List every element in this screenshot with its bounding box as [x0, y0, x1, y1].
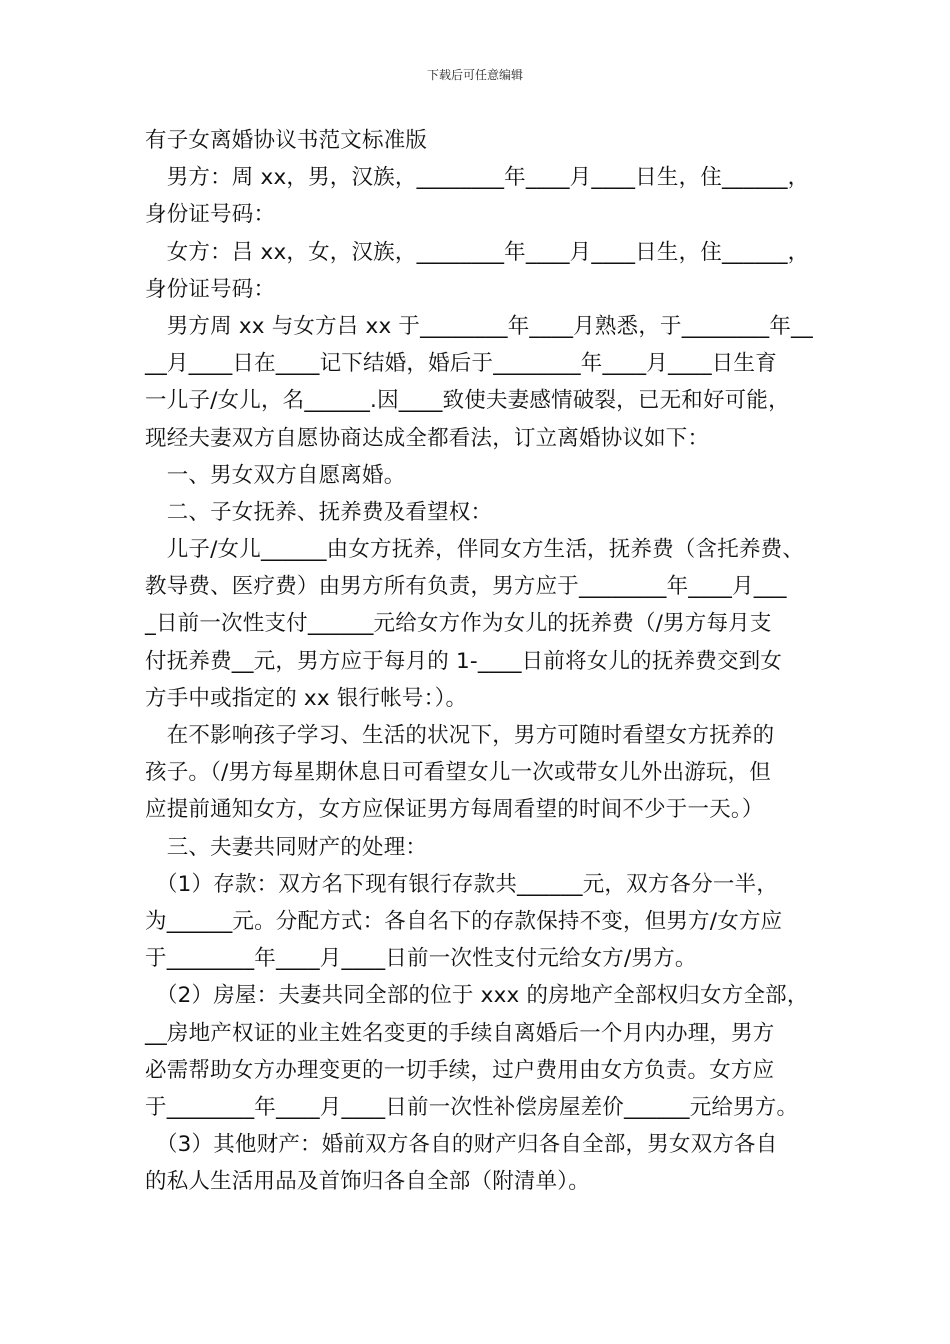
document-body [145, 122, 817, 1200]
text-line: （2）房屋：夫妻共同全部的位于 xxx 的房地产全部权归女方全部， [145, 983, 809, 1009]
text-line: 身份证号码： [145, 276, 276, 302]
text-line: 应提前通知女方，女方应保证男方每周看望的时间不少于一天。） [145, 797, 764, 823]
text-line: 于________年____月____日前一次性支付元给女方/男方。 [145, 946, 697, 972]
text-line: __月____日在____记下结婚，婚后于________年____月____日生育 [145, 351, 777, 377]
text-line: __房地产权证的业主姓名变更的手续自离婚后一个月内办理，男方 [145, 1020, 775, 1046]
section-heading: 三、夫妻共同财产的处理： [145, 834, 428, 860]
text-line: 孩子。（/男方每星期休息日可看望女儿一次或带女儿外出游玩，但 [145, 760, 771, 786]
page-header: 下载后可任意编辑 [426, 68, 523, 82]
text-line: _日前一次性支付______元给女方作为女儿的抚养费（/男方每月支 [145, 611, 772, 637]
text-line: 儿子/女儿______由女方抚养，伴同女方生活，抚养费（含托养费、 [145, 537, 805, 563]
section-heading: 二、子女抚养、抚养费及看望权： [145, 499, 493, 525]
text-line: 男方周 xx 与女方吕 xx 于________年____月熟悉，于________年__ [145, 313, 813, 339]
text-line: 男方：周 xx，男，汉族，________年____月____日生，住______， [145, 165, 810, 191]
section-heading: 一、男女双方自愿离婚。 [145, 462, 406, 488]
text-line: 女方：吕 xx，女，汉族，________年____月____日生，住______， [145, 239, 810, 265]
text-line: 于________年____月____日前一次性补偿房屋差价______元给男方。 [145, 1094, 799, 1120]
text-line: 必需帮助女方办理变更的一切手续，过户费用由女方负责。女方应 [145, 1057, 775, 1083]
text-line: 身份证号码： [145, 202, 276, 228]
text-line: 教导费、医疗费）由男方所有负责，男方应于________年____月___ [145, 574, 787, 600]
text-line: 在不影响孩子学习、生活的状况下，男方可随时看望女方抚养的 [145, 723, 775, 748]
text-line: （3）其他财产：婚前双方各自的财产归各自全部，男女双方各自 [145, 1132, 778, 1158]
text-line: 方手中或指定的 xx 银行帐号：）。 [145, 685, 468, 711]
text-line: 一儿子/女儿，名______.因____致使夫妻感情破裂，已无和好可能， [145, 388, 790, 414]
text-line: 现经夫妻双方自愿协商达成全都看法，订立离婚协议如下： [145, 425, 710, 451]
text-line: 为______元。分配方式：各自名下的存款保持不变，但男方/女方应 [145, 908, 783, 934]
text-line: 付抚养费__元，男方应于每月的 1-____日前将女儿的抚养费交到女 [145, 648, 783, 674]
text-line: 的私人生活用品及首饰归各自全部（附清单）。 [145, 1169, 590, 1195]
text-line: （1）存款：双方名下现有银行存款共______元，双方各分一半， [145, 871, 779, 897]
document-title: 有子女离婚协议书范文标准版 [145, 128, 428, 153]
